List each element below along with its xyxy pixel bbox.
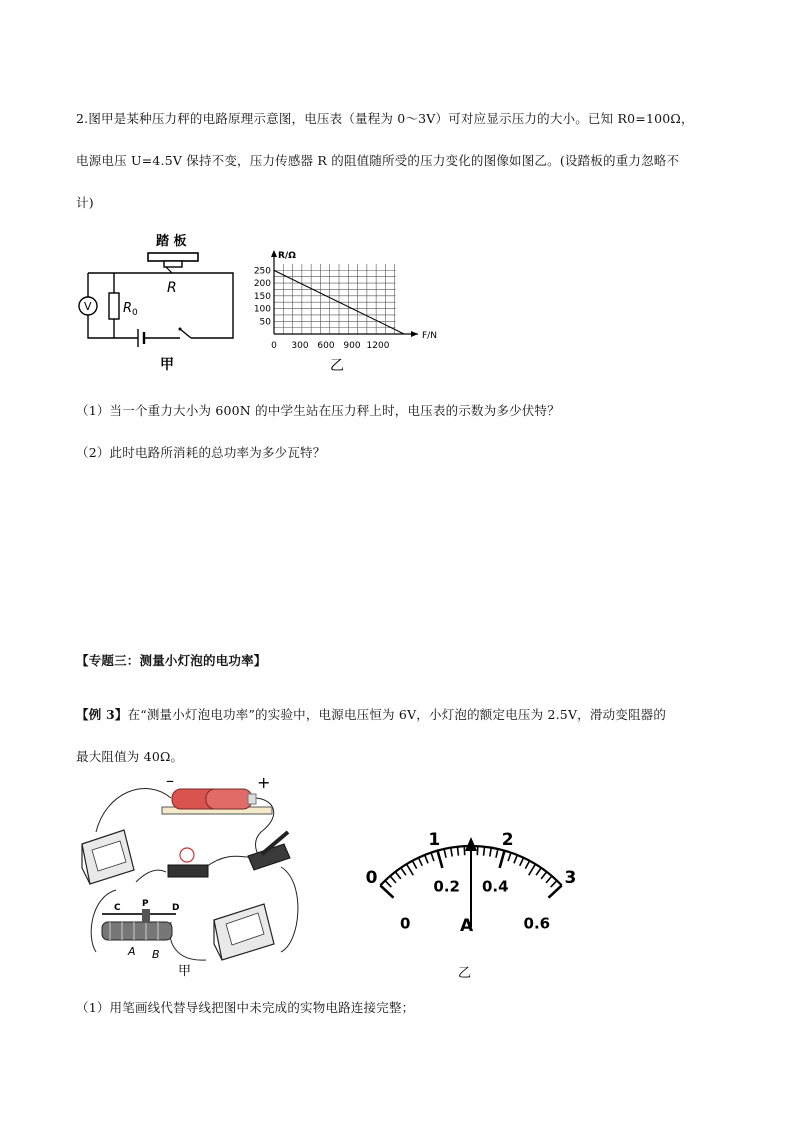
example3-line2: 最大阻值为 40Ω。	[76, 749, 184, 764]
dial-tick	[390, 876, 396, 883]
dial-tick	[484, 847, 485, 856]
y-tick-label: 50	[259, 317, 271, 328]
dial-tick	[418, 858, 422, 866]
dial-upper-label: 3	[564, 868, 577, 889]
pointer-arrow-icon	[465, 837, 477, 851]
x-tick-label: 1200	[366, 341, 390, 351]
wire	[96, 789, 171, 832]
lamp-base	[168, 865, 208, 877]
dial-lower-label: 0	[399, 914, 411, 933]
bulb-icon	[180, 848, 194, 862]
ammeter-dial	[340, 795, 610, 985]
dial-tick	[490, 848, 491, 857]
pedal-label: 踏 板	[156, 234, 187, 249]
dial-upper-label: 2	[501, 830, 514, 851]
dial-tick	[496, 849, 498, 858]
x-tick-label: 300	[291, 341, 309, 351]
r0-label: $R_0$	[123, 301, 138, 318]
pressure-scale-circuit	[76, 228, 241, 378]
x-tick-label: 600	[317, 341, 335, 351]
dial-lower-label: 0.2	[433, 877, 460, 896]
problem2-line1: 2.图甲是某种压力秤的电路原理示意图，电压表（量程为 0～3V）可对应显示压力的大小。已知 R0=100Ω，	[76, 111, 694, 126]
dial-tick	[551, 881, 557, 887]
dial-tick	[431, 853, 434, 862]
dial-lower-label: 0.6	[523, 914, 551, 933]
sensor-r-label: R	[167, 280, 177, 296]
terminal-d-label: D	[172, 903, 180, 913]
voltmeter-label: V	[84, 300, 92, 313]
dial-tick	[457, 847, 458, 856]
dial-upper-label: 0	[365, 868, 378, 889]
dial-lower-label: 0.4	[482, 877, 509, 896]
terminal-p-label: P	[142, 899, 149, 909]
dial-tick	[380, 885, 393, 897]
dial-tick	[438, 851, 443, 868]
x-axis-label: F/N	[422, 331, 437, 341]
dial-tick	[541, 872, 546, 879]
pressure-sensor	[164, 261, 182, 267]
dial-tick	[536, 868, 541, 875]
battery-cell-2	[206, 789, 252, 809]
caption-jia-2: 甲	[178, 964, 192, 979]
dial-tick	[549, 885, 562, 897]
example3-text: 在“测量小灯泡电功率”的实验中，电源电压恒为 6V，小灯泡的额定电压为 2.5V，滑动变阻器的	[127, 707, 667, 722]
example3-line1	[76, 705, 666, 723]
dial-tick	[520, 858, 524, 866]
dial-tick	[508, 853, 511, 862]
problem2-q2: （2）此时电路所消耗的总功率为多少瓦特？	[76, 445, 326, 460]
dial-tick	[525, 861, 529, 869]
dial-tick	[401, 868, 406, 875]
example3-tag: 【例 3】	[76, 707, 128, 722]
caption-yi-2: 乙	[458, 966, 472, 981]
dial-tick	[385, 881, 391, 887]
terminal-c-label: C	[114, 903, 121, 913]
dial-tick	[407, 864, 414, 875]
x-axis-arrow-icon	[411, 331, 418, 337]
apparatus-illustration	[76, 772, 316, 982]
dial-tick	[514, 855, 517, 863]
problem2-q1: （1）当一个重力大小为 600N 的中学生站在压力秤上时，电压表的示数为多少伏特？	[76, 403, 560, 418]
dial-tick	[546, 876, 552, 883]
terminal-b-label: B	[152, 948, 160, 961]
switch	[180, 329, 191, 338]
resistance-force-graph	[246, 244, 446, 374]
dial-tick	[425, 855, 428, 863]
dial-tick	[395, 872, 400, 879]
y-tick-label: 150	[253, 291, 271, 302]
y-tick-label: 200	[253, 279, 271, 290]
dial-tick	[412, 861, 416, 869]
y-tick-label: 250	[253, 266, 271, 277]
x-tick-label: 0	[271, 341, 277, 351]
dial-tick	[451, 848, 452, 857]
dial-tick	[529, 864, 536, 875]
y-tick-label: 100	[253, 304, 271, 315]
y-axis-arrow-icon	[271, 250, 277, 257]
dial-tick	[444, 849, 446, 858]
terminal-a-label: A	[128, 945, 136, 958]
caption-jia-1: 甲	[160, 357, 174, 373]
resistor-r0	[109, 293, 119, 319]
caption-yi-1: 乙	[330, 358, 344, 374]
battery-plus: +	[257, 773, 271, 792]
problem2-line2: 电源电压 U=4.5V 保持不变，压力传感器 R 的阻值随所受的压力变化的图像如图乙。(设踏板的重力忽略不	[76, 153, 680, 168]
battery-minus: –	[166, 772, 174, 790]
x-tick-label: 900	[343, 341, 361, 351]
topic3-heading: 【专题三：测量小灯泡的电功率】	[76, 653, 267, 668]
pedal-board	[148, 253, 198, 261]
example3-q1: （1）用笔画线代替导线把图中未完成的实物电路连接完整；	[76, 1000, 415, 1015]
y-axis-label: R/Ω	[278, 251, 296, 261]
dial-upper-label: 1	[428, 830, 441, 851]
rheostat-coil	[102, 922, 172, 940]
dial-tick	[500, 851, 505, 868]
problem2-line3: 计)	[76, 195, 94, 210]
dial-unit: A	[460, 916, 474, 936]
